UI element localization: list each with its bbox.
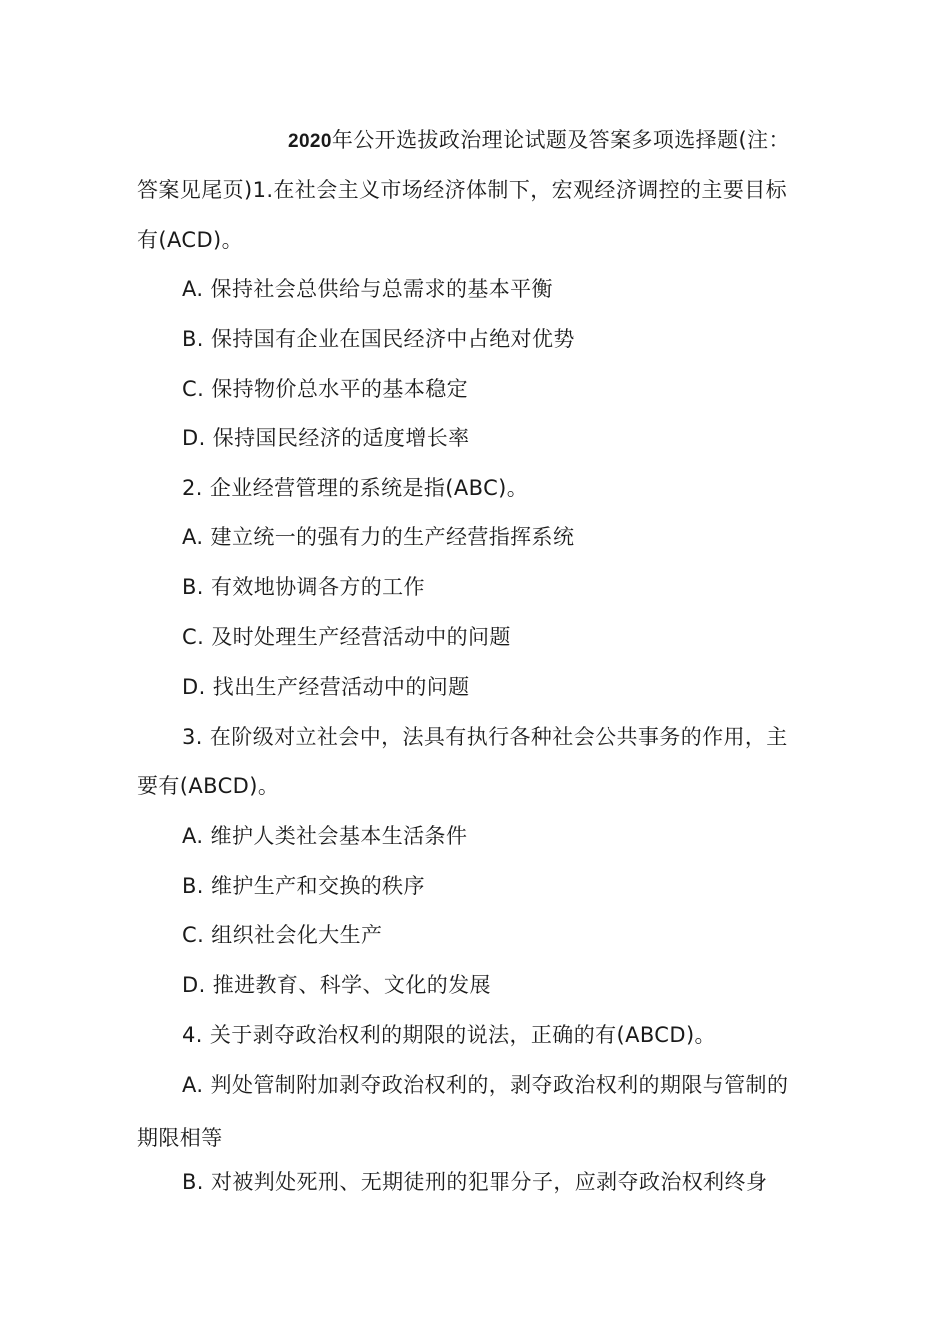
question-2-option-a: A. 建立统一的强有力的生产经营指挥系统 — [182, 525, 575, 549]
question-2-option-b: B. 有效地协调各方的工作 — [182, 575, 425, 599]
question-3-option-a: A. 维护人类社会基本生活条件 — [182, 824, 468, 848]
question-3-option-d: D. 推进教育、科学、文化的发展 — [182, 973, 491, 997]
question-4-option-a-line-2: 期限相等 — [137, 1126, 223, 1150]
document-title-line — [288, 125, 950, 157]
question-2-option-c: C. 及时处理生产经营活动中的问题 — [182, 625, 511, 649]
question-4-option-a-line-1: A. 判处管制附加剥夺政治权利的，剥夺政治权利的期限与管制的 — [182, 1073, 789, 1097]
question-1-stem-line-2: 有(ACD)。 — [137, 228, 244, 252]
question-4-option-b: B. 对被判处死刑、无期徒刑的犯罪分子，应剥夺政治权利终身 — [182, 1170, 768, 1194]
question-1-option-c: C. 保持物价总水平的基本稳定 — [182, 377, 469, 401]
question-1-stem-line-1: 答案见尾页)1.在社会主义市场经济体制下，宏观经济调控的主要目标 — [137, 178, 788, 202]
question-3-option-c: C. 组织社会化大生产 — [182, 923, 383, 947]
question-4-stem: 4. 关于剥夺政治权利的期限的说法，正确的有(ABCD)。 — [182, 1023, 716, 1047]
question-3-option-b: B. 维护生产和交换的秩序 — [182, 874, 425, 898]
question-3-stem-line-2: 要有(ABCD)。 — [137, 774, 280, 798]
question-1-option-d: D. 保持国民经济的适度增长率 — [182, 426, 470, 450]
title-year: 2020 — [288, 131, 332, 152]
question-2-stem: 2. 企业经营管理的系统是指(ABC)。 — [182, 476, 529, 500]
question-1-option-b: B. 保持国有企业在国民经济中占绝对优势 — [182, 327, 575, 351]
title-text: 年公开选拔政治理论试题及答案多项选择题(注： — [331, 128, 790, 152]
question-2-option-d: D. 找出生产经营活动中的问题 — [182, 675, 470, 699]
question-3-stem-line-1: 3. 在阶级对立社会中，法具有执行各种社会公共事务的作用，主 — [182, 725, 788, 749]
question-1-option-a: A. 保持社会总供给与总需求的基本平衡 — [182, 277, 553, 301]
